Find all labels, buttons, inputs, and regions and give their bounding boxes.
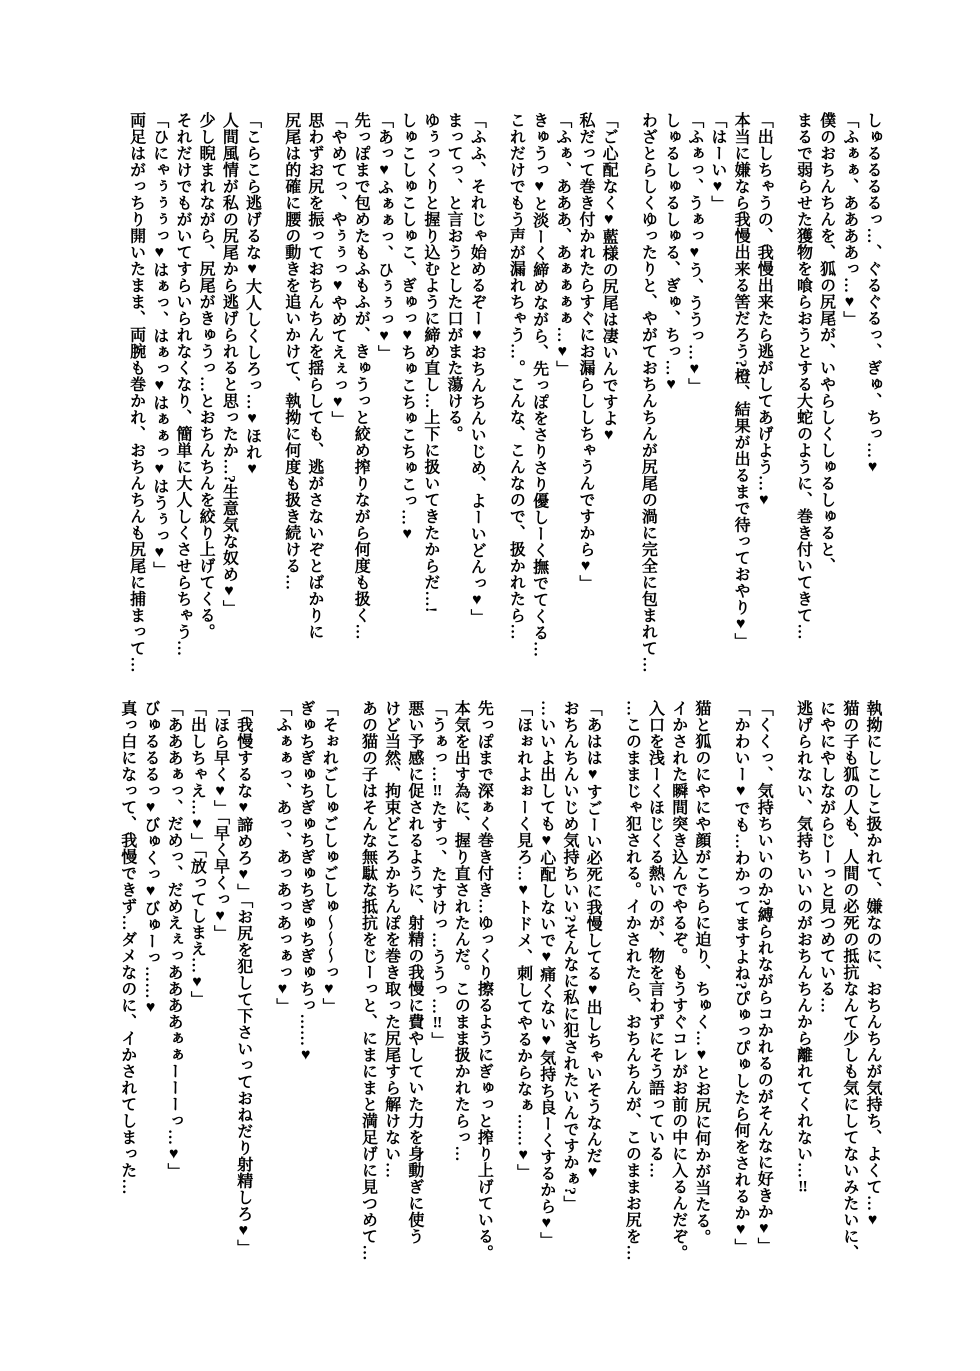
- text-line: 逃げられない、気持ちいいのがおちんちんから離れてくれない…‼: [794, 700, 812, 1196]
- text-line: 真っ白になって、我慢できず…ダメなのに、イかされてしまった…: [118, 700, 136, 1195]
- text-line: …このままじゃ犯される。イかされたら、おちんちんが、このままお尻を…: [623, 700, 641, 1261]
- text-line: しゅるしゅるしゅる、ぎゅ、ちっ…♥: [662, 112, 680, 394]
- text-line: 両足はがっちり開いたまま、両腕も巻かれ、おちんちんも尻尾に捕まって…: [127, 112, 145, 673]
- text-line: 「こらこら逃げるな♥大人しくしろっ…♥ほれ♥: [243, 112, 261, 478]
- text-line: 「はーい♥」: [708, 112, 726, 212]
- text-line: しゅこしゅこしゅこ、ぎゅっ♥ちゅこちゅこちゅこっ…♥: [398, 112, 416, 543]
- text-line: 「ふぁぁっ、あっ、あっあっあっぁっ♥」: [273, 700, 291, 1015]
- text-line: 「そぉれごしゅごしゅごしゅ〜〜〜っ♥」: [320, 700, 338, 1015]
- text-line: ぎゅちぎゅちぎゅちぎゅちぎゅちぎゅちっ……♥: [297, 700, 315, 1064]
- text-line: 執拗にしこしこ扱かれて、嫌なのに、おちんちんが気持ち、よくて…♥: [864, 700, 881, 1229]
- text-line: 「我慢するな♥諦めろ♥」「お尻を犯して下さいっておねだり射精しろ♥」: [234, 700, 252, 1256]
- text-line: 「ひにゃぅぅぅっ♥はぁっ、はぁっ♥はぁぁっ♥はうぅっ♥」: [150, 112, 168, 578]
- text-line: 「あっ♥ふぁぁっ、ひぅぅっ♥」: [375, 112, 393, 362]
- text-line: 入口を浅ーくほじくる熱いのが、物を言わずにそう語っている…: [646, 700, 664, 1179]
- text-line: 「ご心配なく♥藍様の尻尾は凄いんですよ♥: [600, 112, 618, 444]
- text-line: 「やめてっ、やぅぅっ♥やめてえぇっ♥」: [329, 112, 347, 428]
- text-line: 「出しちゃうの、我慢出来たら逃がしてあげよう…♥: [755, 112, 773, 509]
- text-line: 「うぁっ…‼たすっ、たすけっ…ううっ…‼」: [429, 700, 446, 1049]
- text-line: 少し睨まれながら、尻尾がきゅうっ…とおちんちんを絞り上げてくる。: [197, 112, 215, 640]
- text-line: しゅるるるるっ…、ぐるぐるっ、ぎゅ、ちっ…♥: [864, 112, 881, 476]
- text-line: 「出しちゃえ…♥」「放ってしまえ…♥」: [188, 700, 206, 1008]
- text-line: 本気を出す為に、握り直されたんだ。このまま扱かれたらっ…: [452, 700, 470, 1162]
- text-line: ゆぅっくりと握り込むように締め直し…上下に扱いてきたからだ…!: [421, 112, 439, 613]
- text-line: 先っぽまで包めたもふもふが、きゅうっと絞め搾りながら何度も扱く…: [352, 112, 370, 640]
- text-line: 私だって巻き付かれたらすぐにお漏らししちゃうんですから♥」: [576, 112, 594, 592]
- text-line: 「あああぁっ、だめっ、だめえぇっああああぁぁーーーっ…♥」: [165, 700, 183, 1180]
- text-line: わざとらしくゆったりと、やがておちんちんが尻尾の渦に完全に包まれて…: [639, 112, 657, 673]
- text-line: あの猫の子はそんな無駄な抵抗をじーっと、にまにまと満足げに見つめて…: [359, 700, 377, 1261]
- text-line: おちんちんいじめ気持ちいい?そんなに私に犯されたいんですかぁ?」: [560, 700, 578, 1212]
- text-line: 「ふぁ、あああ、あぁぁぁぁ…♥」: [553, 112, 571, 377]
- text-line: 「あはは♥すごーい必死に我慢してる♥出しちゃいそうなんだ♥: [584, 700, 602, 1182]
- text-line: 悪い予感に促されるように、射精の我慢に費やしていた力を身動ぎに使う: [405, 700, 423, 1245]
- text-line: きゅうっ♥と淡ーく締めながら、先っぽをさりさり優しーく撫でてくる…: [530, 112, 548, 658]
- text-line: 先っぽまで深ぁく巻き付き…ゆっくり擦るようにぎゅっと搾り上げている。: [475, 700, 493, 1261]
- text-line: びゅるるるっ♥びゅくっ♥びゅーっ……♥: [141, 700, 159, 1017]
- text-line: 尻尾は的確に腰の動きを追いかけて、執拗に何度も扱き続ける…: [282, 112, 300, 591]
- text-line: 人間風情が私の尻尾から逃げられると思ったか…?生意気な奴め♥」: [220, 112, 238, 617]
- text-line: けど当然、拘束どころかちんぽを巻き取った尻尾すら解けない…: [382, 700, 400, 1179]
- text-line: 「ふぁぁ、ああああっ…♥」: [840, 112, 858, 328]
- text-line: 思わずお尻を振っておちんちんを揺らしても、逃がさないぞとばかりに: [305, 112, 323, 640]
- text-line: 「ほら早く♥」「早く早くっ♥」: [211, 700, 229, 942]
- text-line: にやにやしながらじーっと見つめている…: [817, 700, 835, 1014]
- text-line: 本当に嫌なら我慢出来る筈だろう?橙、結果が出るまで待っておやり♥」: [732, 112, 750, 650]
- text-line: まってっ、と言おうとした口がまた蕩ける。: [445, 112, 462, 442]
- text-line: まるで弱らせた獲物を喰らおうとする大蛇のように、巻き付いてきて…: [794, 112, 812, 640]
- text-line: 猫の子も狐の人も、人間の必死の抵抗なんて少しも気にしてないみたいに、: [840, 700, 858, 1261]
- text-line: イかされた瞬間突き込んでやるぞ。もうすぐコレがお前の中に入るんだぞ。: [669, 700, 687, 1261]
- text-line: 「ふふ、それじゃ始めるぞー♥おちんちんいじめ、よーいどんっ♥」: [468, 112, 486, 626]
- text-line: 「かわいー♥でも…わかってますよね?ぴゅっぴゅしたら何をされるか♥」: [732, 700, 750, 1255]
- text-line: 「ほぉれよぉーく見ろ…♥トドメ、刺してやるからなぁ……♥」: [514, 700, 532, 1181]
- vertical-text-block-bottom: [116, 700, 884, 1266]
- text-line: 僕のおちんちんを、狐の尻尾が、いやらしくしゅるしゅると、: [817, 112, 835, 574]
- text-line: これだけでもう声が漏れちゃう…。こんな、こんなので、扱かれたら…: [507, 112, 525, 640]
- text-line: 猫と狐のにやにや顔がこちらに迫り、ちゅく…♥とお尻に何かが当たる。: [692, 700, 710, 1246]
- vertical-text-block-top: [124, 112, 884, 678]
- text-line: それだけでもがいてすらいられなくなり、簡単に大人しくさせらちゃう…: [173, 112, 191, 657]
- text-line: 「ふぁっ、うぁっ♥う、ううっ…♥」: [685, 112, 703, 395]
- text-line: 「くくっ、気持ちいいのか?縛られながらコかれるのがそんなに好きか♥」: [755, 700, 773, 1254]
- text-line: …いいよ出しても♥心配しないで♥痛くない♥気持ち良ーくするから♥」: [537, 700, 555, 1249]
